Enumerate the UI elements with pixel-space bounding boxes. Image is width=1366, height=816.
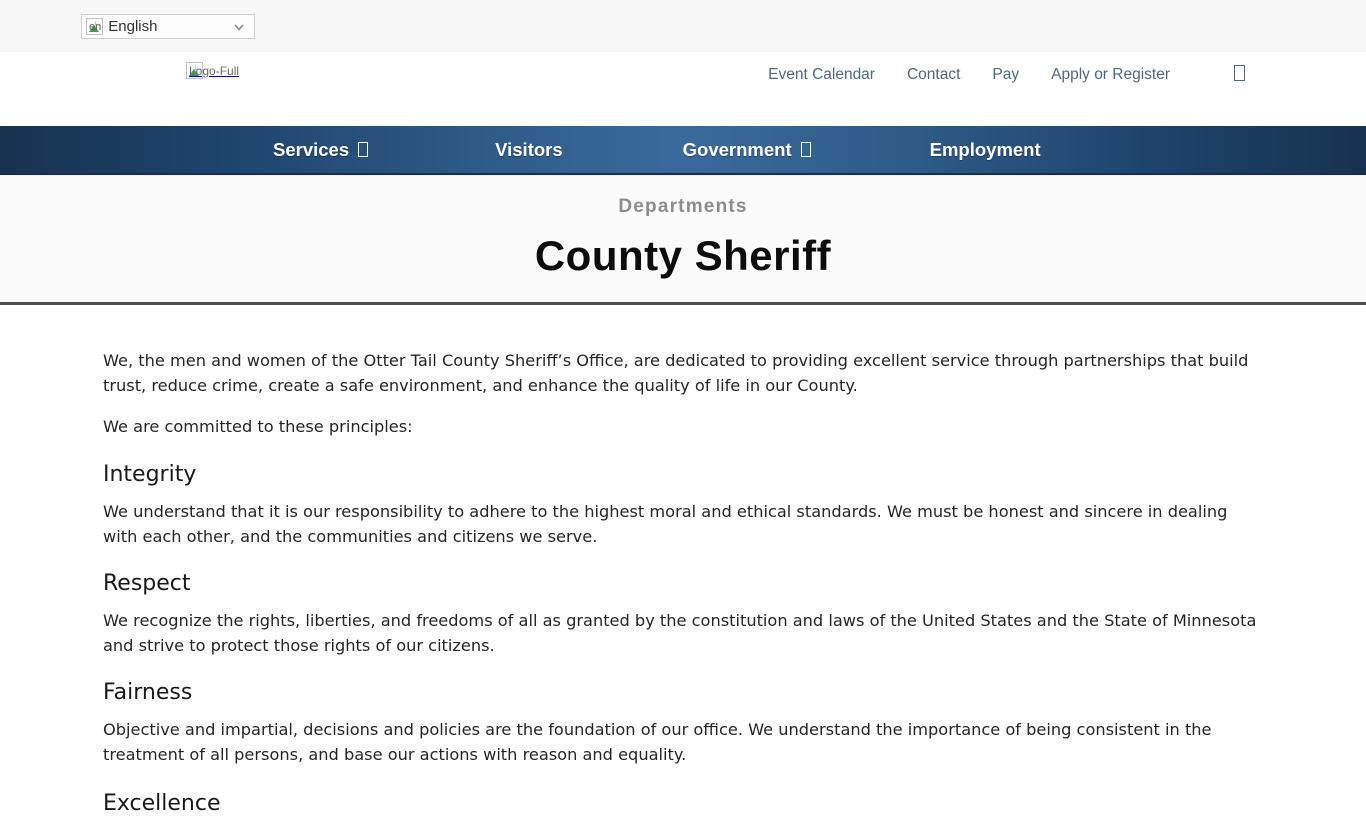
utility-link-pay[interactable]: Pay xyxy=(992,65,1020,83)
language-image-alt-text: en xyxy=(89,20,102,33)
page-title-band xyxy=(0,175,1366,302)
breadcrumb-eyebrow: Departments xyxy=(618,196,748,217)
utility-link-event-calendar[interactable]: Event Calendar xyxy=(768,65,875,83)
nav-item-government-label: Government xyxy=(682,138,792,160)
logo-alt-text: Logo-Full xyxy=(189,63,240,78)
nav-item-services[interactable] xyxy=(273,139,368,161)
section-body-fairness: Objective and impartial, decisions and policies are the foundation of our office. We understand the importance of being consistent in the treatment of all persons, and base our actions with reason and equality. xyxy=(103,720,1212,764)
nav-item-employment-label: Employment xyxy=(929,138,1041,160)
nav-item-employment[interactable] xyxy=(930,139,1041,161)
section-body-integrity: We understand that it is our responsibility to adhere to the highest moral and ethical standards. We must be honest and sincere in dealing with each other, and the communities and citizens we serve. xyxy=(103,501,1228,546)
nav-item-visitors-label: Visitors xyxy=(495,138,563,160)
main-content xyxy=(0,305,1366,816)
nav-item-government[interactable] xyxy=(683,139,811,161)
intro-paragraph: We, the men and women of the Otter Tail County Sheriff’s Office, are dedicated to providing excellent service through partnerships that build trust, reduce crime, create a safe environment, and enhance the quality of life in our County. xyxy=(103,351,1249,395)
site-logo[interactable] xyxy=(186,62,239,79)
utility-navigation xyxy=(752,65,1261,84)
section-heading-integrity: Integrity xyxy=(103,461,197,487)
language-selected-value: English xyxy=(108,18,158,35)
section-heading-respect: Respect xyxy=(103,571,191,597)
main-navigation xyxy=(0,126,1366,175)
page-title: County Sheriff xyxy=(534,232,832,279)
utility-link-apply-or-register[interactable]: Apply or Register xyxy=(1051,65,1170,83)
section-body-respect: We recognize the rights, liberties, and freedoms of all as granted by the constitution and laws of the United States and the State of Minnesota and strive to protect those rights of our citizens. xyxy=(103,611,1257,655)
nav-item-visitors[interactable] xyxy=(495,139,563,161)
chevron-down-icon xyxy=(801,142,811,157)
chevron-down-icon xyxy=(358,142,368,157)
top-utility-strip xyxy=(0,0,1366,52)
utility-link-contact[interactable]: Contact xyxy=(906,65,961,83)
nav-item-services-label: Services xyxy=(273,138,350,160)
principles-lead: We are committed to these principles: xyxy=(103,417,413,437)
language-selector[interactable] xyxy=(81,14,255,39)
section-heading-excellence: Excellence xyxy=(103,790,221,816)
search-icon[interactable] xyxy=(1218,65,1261,84)
section-heading-fairness: Fairness xyxy=(103,680,193,706)
site-header xyxy=(0,52,1366,126)
broken-image-icon xyxy=(86,18,103,35)
chevron-down-icon xyxy=(232,20,246,34)
